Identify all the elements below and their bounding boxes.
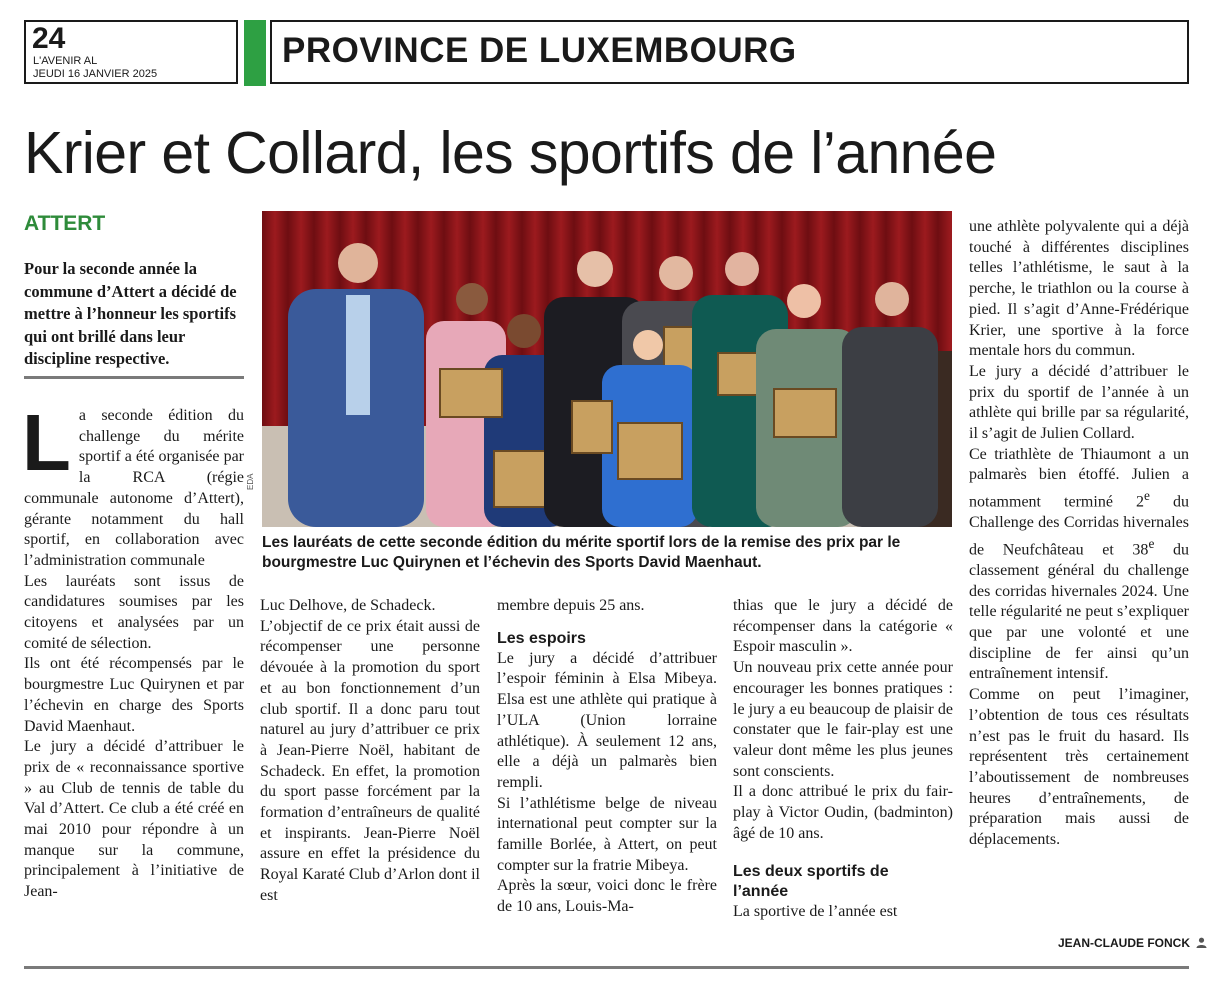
paragraph: Après la sœur, voici donc le frère de 10 ans, Louis-Ma- [497, 877, 717, 916]
paragraph: Si l’athlétisme belge de niveau international peut compter sur la famille Borlée, à Attert, on peut compter sur la fratrie Mibeya. [497, 794, 717, 874]
photo-illustration [262, 211, 952, 527]
award-ceremony-photo [262, 211, 952, 527]
paragraph: Un nouveau prix cette année pour encourager les bonnes pratiques : le jury a eu beaucoup de plaisir de constater que le fair-play est une valeur dont même les plus jeunes sont conscients. [733, 659, 953, 780]
paragraph: Il a donc attribué le prix du fair-play à Victor Oudin, (badminton) âgé de 10 ans. [733, 783, 953, 842]
article-column-1 [22, 398, 244, 903]
text-run: du Challenge des Corridas hivernales de Neufchâteau et 38 [969, 493, 1189, 559]
article-headline: Krier et Collard, les sportifs de l’année [24, 120, 997, 186]
paragraph: Le jury a décidé d’attribuer le prix du sportif de l’année à un athlète qui brille par sa régularité, il s’agit de Julien Collard. [969, 362, 1189, 443]
author-name: JEAN-CLAUDE FONCK [1058, 936, 1190, 950]
paragraph: Luc Delhove, de Schadeck. [260, 597, 436, 614]
paragraph: membre depuis 25 ans. [497, 597, 645, 614]
article-column-4 [733, 596, 953, 923]
dropcap: L [22, 398, 71, 487]
person-icon [1196, 937, 1207, 948]
article-lead: Pour la seconde année la commune d’Attert a décidé de mettre à l’honneur les sportifs qui ont brillé dans leur discipline respective. [24, 259, 237, 368]
text-run: du classement général du challenge des corridas hivernales 2024. Une telle régularité ne peut s’expliquer que par une volonté et une discipline de fer ainsi qu’un entraînement intensif. [969, 541, 1190, 683]
subhead-sportifs: Les deux sportifs de l’année [733, 863, 889, 901]
superscript: e [1148, 535, 1155, 551]
article-column-5 [969, 217, 1189, 851]
section-title: PROVINCE DE LUXEMBOURG [282, 31, 797, 70]
article-column-3 [497, 596, 717, 918]
paragraph: L’objectif de ce prix était aussi de récompenser une personne dévouée à la promotion du sport et au bon fonctionnement d’un club sportif. Il a donc paru tout naturel au jury d’attribuer ce prix à Jean-Pierre Noël, habitant de Schadeck. En effet, la promotion du sport passe forcément par la formation d’entraîneurs de qualité et inspirants. Jean-Pierre Noël assure en effet la présidence du Royal Karaté Club d’Arlon dont il est [260, 617, 480, 904]
page-number: 24 [32, 22, 66, 55]
paragraph: Les lauréats sont issus de candidatures soumises par les citoyens et analysées par un comité de sélection. [24, 572, 244, 652]
paragraph: Ils ont été récompensés par le bourgmestre Luc Quirynen et par l’échevin en charge des Sports David Maenhaut. [24, 655, 244, 735]
author-byline [1058, 936, 1207, 950]
paragraph: une athlète polyvalente qui a déjà touché à différentes disciplines telles l’athlétisme, le saut à la perche, le triathlon ou la course à pied. Il s’agit d’Anne-Frédérique Krier, une sportive à la force mentale hors du commun. [969, 218, 1189, 360]
subhead-espoirs: Les espoirs [497, 629, 586, 647]
paragraph: a seconde édition du challenge du mérite sportif a été organisée par la RCA (régie communale autonome d’Attert), gérante notamment du hall sportif, en collaboration avec l’administration communale [24, 407, 244, 569]
text-run: Ce triathlète de Thiaumont a un palmarès bien étoffé. Julien a notamment terminé 2 [969, 445, 1189, 511]
article-location: ATTERT [24, 212, 106, 235]
publication-name: L'AVENIR AL [33, 55, 98, 67]
paragraph: thias que le jury a décidé de récompenser dans la catégorie « Espoir masculin ». [733, 597, 953, 656]
lead-divider [24, 376, 244, 379]
publication-date: JEUDI 16 JANVIER 2025 [33, 68, 158, 80]
photo-caption: Les lauréats de cette seconde édition du mérite sportif lors de la remise des prix par le bourgmestre Luc Quirynen et l’échevin des Sports David Maenhaut. [262, 534, 901, 571]
superscript: e [1144, 488, 1150, 504]
paragraph [969, 445, 1189, 685]
paragraph: Le jury a décidé d’attribuer le prix de « reconnaissance sportive » au Club de tennis de table du Val d’Attert. Ce club a été créé en mai 2010 pour répondre à un manque sur la commune, principalement à l’initiative de Jean- [24, 738, 244, 901]
article-column-2 [260, 596, 480, 907]
section-accent-bar [244, 20, 266, 86]
paragraph: La sportive de l’année est [733, 903, 898, 921]
paragraph: Le jury a décidé d’attribuer l’espoir féminin à Elsa Mibeya. Elsa est une athlète qui pratique à l’ULA (Union lorraine athlétique). À seulement 12 ans, elle a déjà un palmarès bien rempli. [497, 649, 717, 791]
bottom-divider [24, 966, 1189, 969]
paragraph: Comme on peut l’imaginer, l’obtention de tous ces résultats n’est pas le fruit du hasard. Ils représentent très certainement l’aboutissement de nombreuses heures d’entraînements, de préparation mais aussi de déplacements. [969, 686, 1189, 849]
photo-credit: EDA [246, 473, 255, 490]
